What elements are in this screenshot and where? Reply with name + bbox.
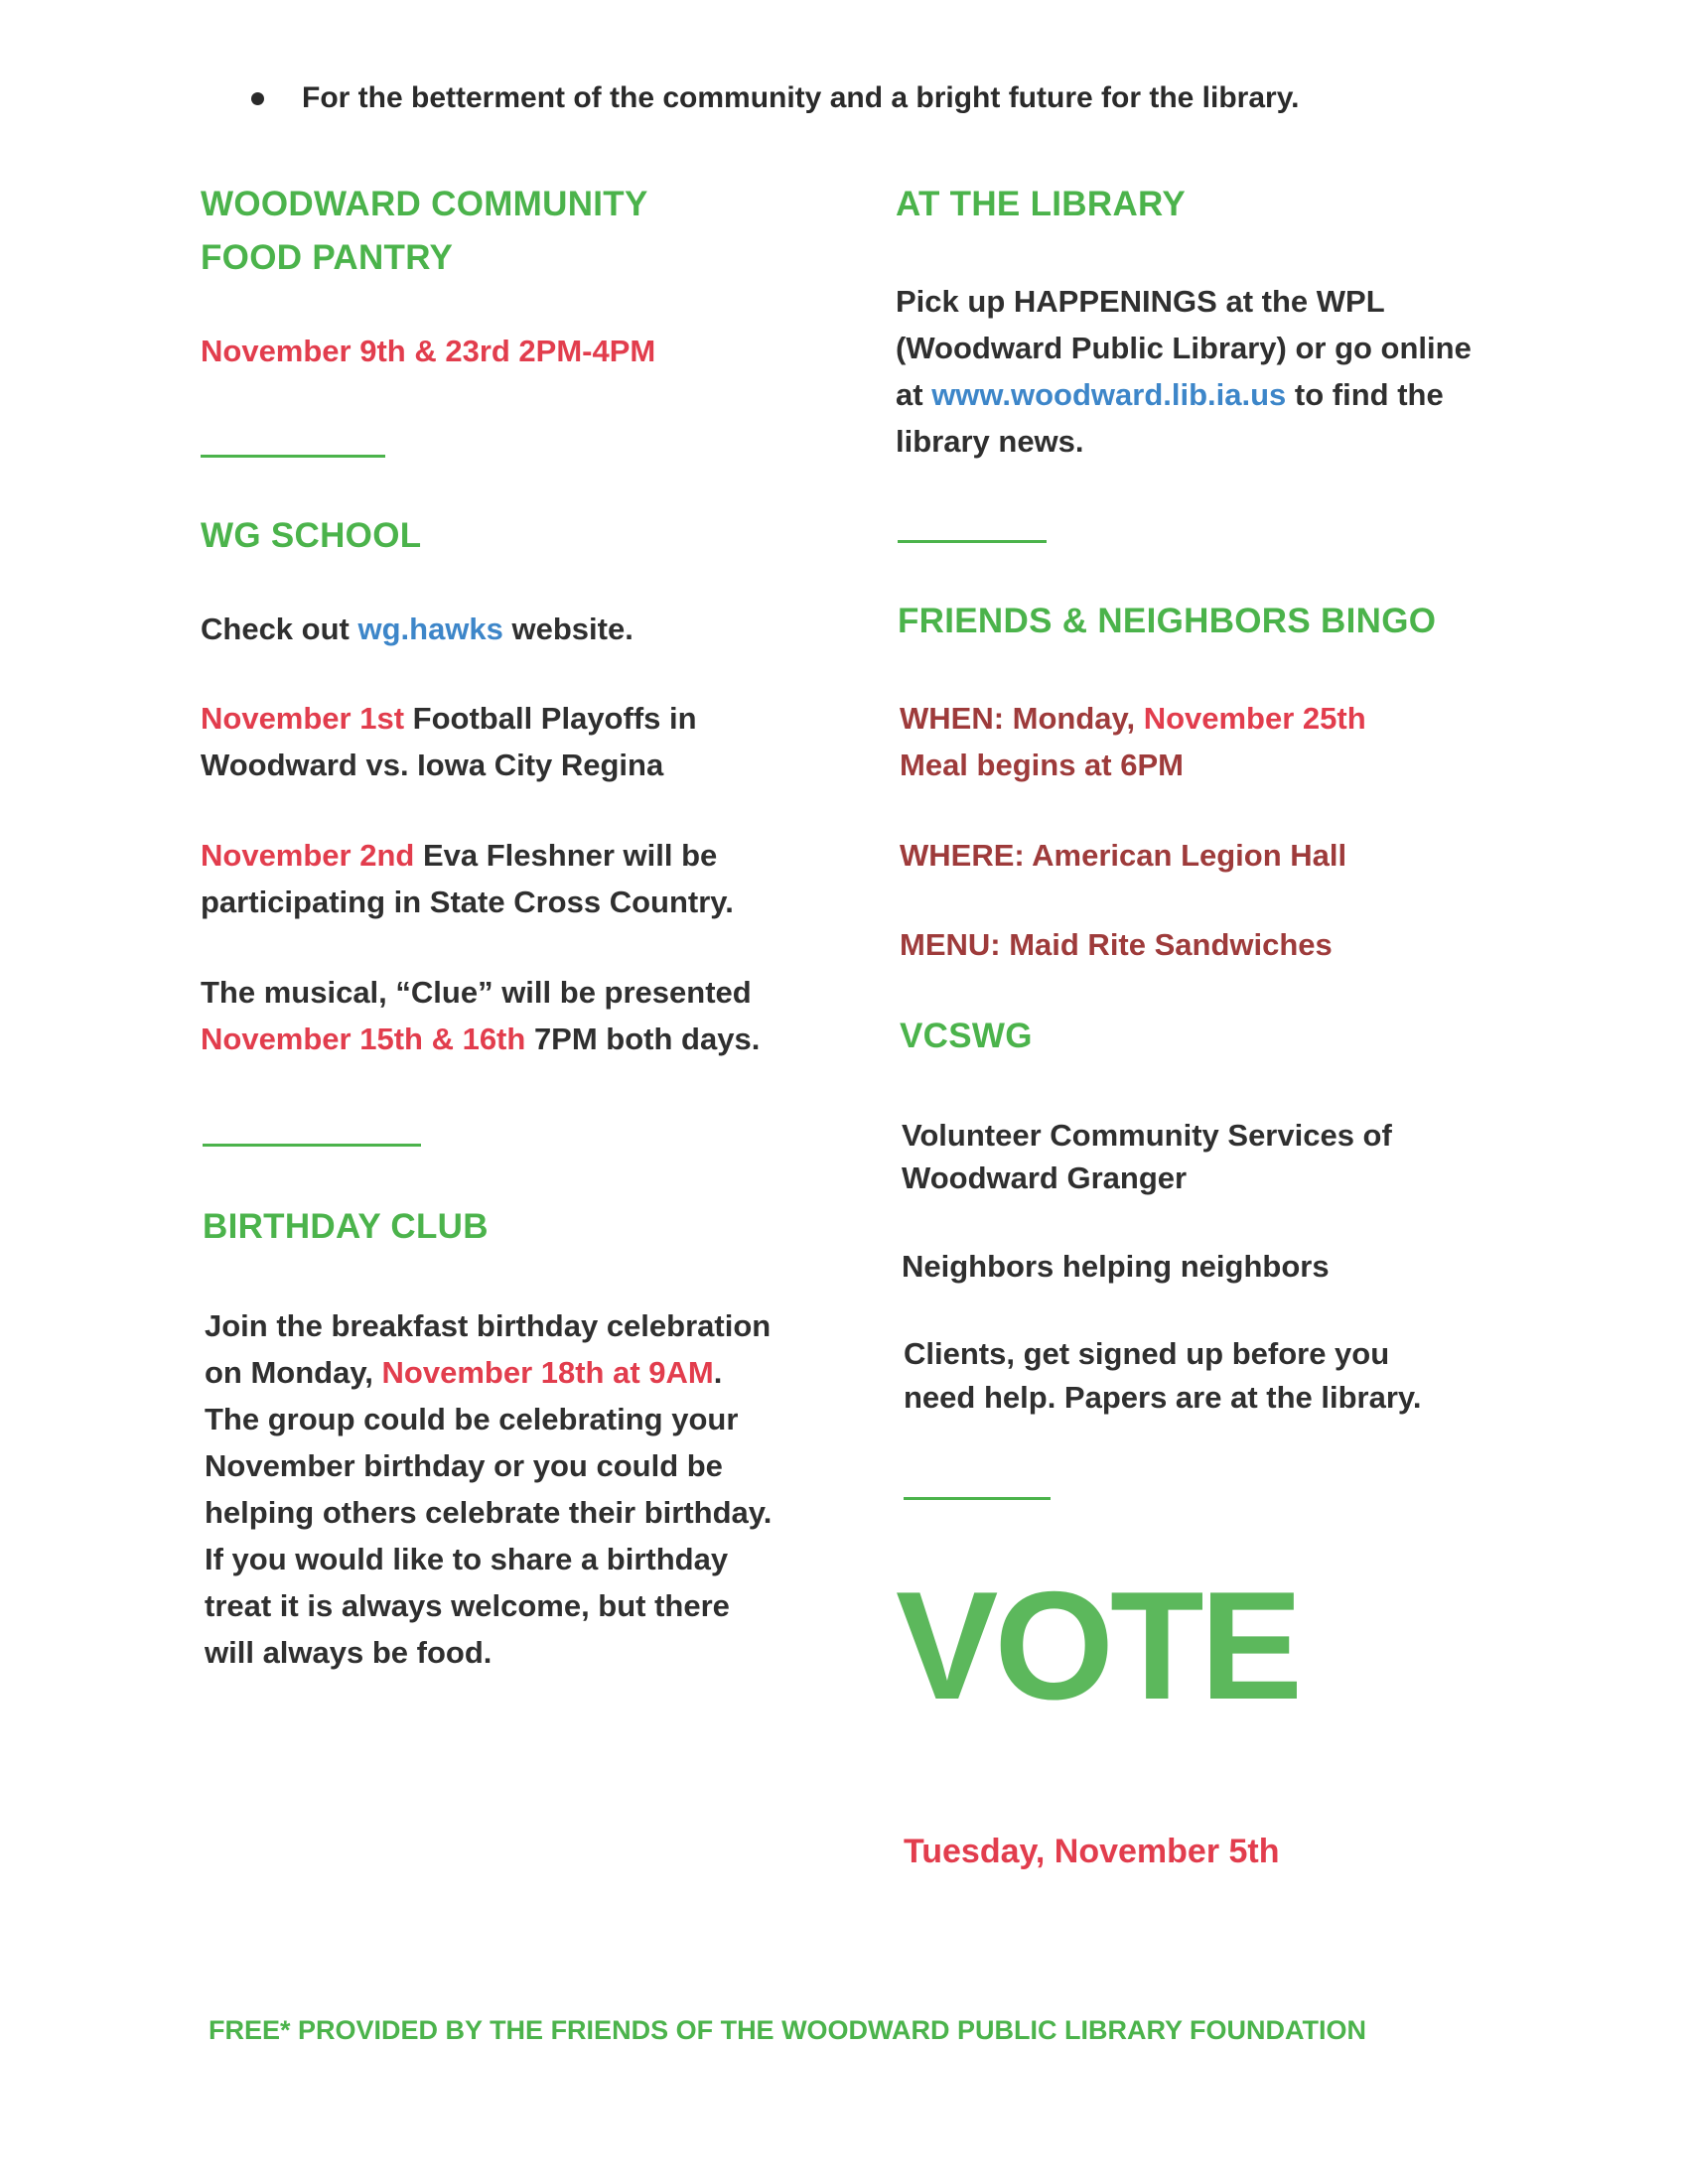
vcswg-line-1: Volunteer Community Services of xyxy=(902,1118,1392,1153)
vcswg-line-2: Woodward Granger xyxy=(902,1160,1188,1195)
musical-line-2 xyxy=(201,1016,760,1062)
musical-line-1: The musical, “Clue” will be presented xyxy=(201,975,752,1010)
divider xyxy=(904,1497,1051,1500)
bingo-date: November 25th xyxy=(1143,701,1366,736)
vcswg-line-5: need help. Papers are at the library. xyxy=(904,1380,1422,1415)
birthday-line-7: treat it is always welcome, but there xyxy=(205,1588,730,1623)
cross-country-text: Eva Fleshner will be xyxy=(414,838,718,873)
cross-country-line-1 xyxy=(201,832,717,879)
vote-word: VOTE xyxy=(896,1560,1300,1731)
divider xyxy=(203,1144,421,1147)
bingo-menu: MENU: Maid Rite Sandwiches xyxy=(900,927,1333,962)
intro-text: For the betterment of the community and a bright future for the library. xyxy=(302,81,1300,114)
birthday-line-2-pre: on Monday, xyxy=(205,1355,382,1390)
school-website-pre: Check out xyxy=(201,612,358,646)
birthday-date: November 18th at 9AM xyxy=(381,1355,714,1390)
cross-country-line-2: participating in State Cross Country. xyxy=(201,885,734,919)
birthday-line-5: helping others celebrate their birthday. xyxy=(205,1495,773,1530)
cross-country-date: November 2nd xyxy=(201,838,415,873)
library-line-3-post: to find the xyxy=(1286,377,1444,412)
bullet-dot xyxy=(251,92,264,105)
bingo-meal: Meal begins at 6PM xyxy=(900,748,1184,782)
birthday-line-3: The group could be celebrating your xyxy=(205,1402,739,1436)
library-line-3-pre: at xyxy=(896,377,932,412)
football-line-1 xyxy=(201,695,697,742)
birthday-line-2-post: . xyxy=(713,1355,723,1390)
school-website-post: website. xyxy=(502,612,633,646)
vcswg-title: VCSWG xyxy=(900,1017,1033,1055)
library-title: AT THE LIBRARY xyxy=(896,185,1186,223)
divider xyxy=(201,455,385,458)
bingo-when xyxy=(900,695,1366,742)
birthday-line-6: If you would like to share a birthday xyxy=(205,1542,729,1576)
library-website-link[interactable]: www.woodward.lib.ia.us xyxy=(931,377,1287,412)
birthday-club-title: BIRTHDAY CLUB xyxy=(203,1207,489,1246)
wg-school-title: WG SCHOOL xyxy=(201,516,422,555)
vcswg-line-4: Clients, get signed up before you xyxy=(904,1336,1390,1371)
musical-date: November 15th & 16th xyxy=(201,1022,526,1056)
library-line-3 xyxy=(896,371,1444,418)
food-pantry-dates: November 9th & 23rd 2PM-4PM xyxy=(201,334,656,368)
birthday-line-2 xyxy=(205,1349,722,1396)
football-text: Football Playoffs in xyxy=(404,701,697,736)
bingo-title: FRIENDS & NEIGHBORS BINGO xyxy=(898,602,1437,640)
birthday-line-1: Join the breakfast birthday celebration xyxy=(205,1308,772,1343)
food-pantry-title-1: WOODWARD COMMUNITY xyxy=(201,185,648,223)
library-line-2: (Woodward Public Library) or go online xyxy=(896,331,1472,365)
vcswg-line-3: Neighbors helping neighbors xyxy=(902,1249,1330,1284)
musical-text: 7PM both days. xyxy=(525,1022,761,1056)
birthday-line-8: will always be food. xyxy=(205,1635,492,1670)
birthday-line-4: November birthday or you could be xyxy=(205,1448,723,1483)
school-website-link[interactable]: wg.hawks xyxy=(357,612,503,646)
football-line-2: Woodward vs. Iowa City Regina xyxy=(201,748,664,782)
bingo-where: WHERE: American Legion Hall xyxy=(900,838,1347,873)
food-pantry-title-2: FOOD PANTRY xyxy=(201,238,454,277)
divider xyxy=(898,540,1047,543)
bingo-when-pre: WHEN: Monday, xyxy=(900,701,1144,736)
footer-credit: FREE* PROVIDED BY THE FRIENDS OF THE WOODWARD PUBLIC LIBRARY FOUNDATION xyxy=(209,2015,1367,2045)
vote-date: Tuesday, November 5th xyxy=(904,1833,1280,1870)
library-line-1: Pick up HAPPENINGS at the WPL xyxy=(896,284,1385,319)
intro-bullet xyxy=(251,81,1443,115)
library-line-4: library news. xyxy=(896,424,1084,459)
football-date: November 1st xyxy=(201,701,405,736)
school-website-line xyxy=(201,606,633,652)
